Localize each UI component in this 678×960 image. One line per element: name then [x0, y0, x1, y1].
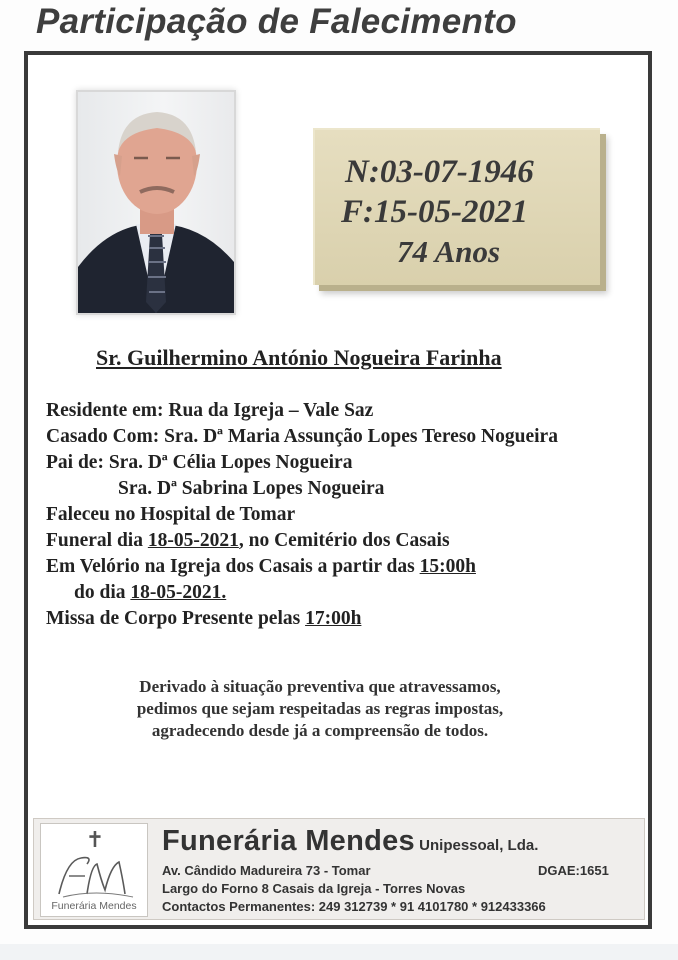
wake-line	[46, 554, 558, 580]
mass-prefix: Missa de Corpo Presente pelas	[46, 608, 306, 629]
father-of-line-1: Pai de: Sra. Dª Célia Lopes Nogueira	[46, 452, 353, 473]
notice-line-3: agradecendo desde já a compreensão de todos.	[151, 721, 489, 740]
address-torres-novas: Largo do Forno 8 Casais da Igreja - Torres Novas	[162, 881, 466, 896]
notice-line-1: Derivado à situação preventiva que atravessamos,	[139, 677, 501, 696]
fm-monogram	[41, 850, 147, 902]
bottom-strip	[0, 944, 678, 960]
wake-day-line	[46, 580, 558, 606]
covid-notice	[60, 676, 580, 742]
spouse-line: Casado Com: Sra. Dª Maria Assunção Lopes Tereso Nogueira	[46, 426, 558, 447]
wake-date: 18-05-2021.	[130, 582, 227, 603]
deceased-photo	[76, 90, 236, 315]
logo-caption: Funerária Mendes	[51, 900, 137, 912]
company-name: Funerária Mendes	[162, 825, 415, 857]
page-title: Participação de Falecimento	[36, 2, 517, 41]
age: 74 Anos	[397, 234, 501, 269]
funeral-home-logo	[40, 823, 148, 917]
company-suffix: Unipessoal, Lda.	[415, 837, 539, 854]
deceased-name: Sr. Guilhermino António Nogueira Farinha	[96, 345, 502, 370]
funeral-home-footer	[33, 818, 645, 920]
residence-line: Residente em: Rua da Igreja – Vale Saz	[46, 400, 374, 421]
details-block	[46, 398, 558, 632]
death-date: F:15-05-2021	[341, 194, 528, 230]
funeral-date: 18-05-2021	[147, 530, 239, 551]
wake-prefix: Em Velório na Igreja dos Casais a partir das	[46, 556, 420, 577]
funeral-prefix: Funeral dia	[46, 530, 148, 551]
funeral-suffix: , no Cemitério dos Casais	[238, 530, 450, 551]
dates-plaque	[313, 128, 600, 285]
wake-day-prefix: do dia	[74, 582, 131, 603]
cross-icon: ✝	[85, 827, 105, 852]
died-at-line: Faleceu no Hospital de Tomar	[46, 504, 296, 525]
portrait-illustration	[78, 92, 234, 313]
mass-time: 17:00h	[305, 608, 362, 629]
dgae-number: DGAE:1651	[538, 863, 609, 878]
mass-line	[46, 606, 558, 632]
father-of-line-2: Sra. Dª Sabrina Lopes Nogueira	[118, 478, 385, 499]
wake-time: 15:00h	[419, 556, 476, 577]
company-brand	[162, 825, 538, 858]
notice-line-2: pedimos que sejam respeitadas as regras impostas,	[136, 699, 504, 718]
contacts: Contactos Permanentes: 249 312739 * 91 4101780 * 912433366	[162, 899, 546, 914]
funeral-line	[46, 528, 558, 554]
birth-date: N:03-07-1946	[345, 154, 534, 190]
address-tomar: Av. Cândido Madureira 73 - Tomar	[162, 863, 371, 878]
